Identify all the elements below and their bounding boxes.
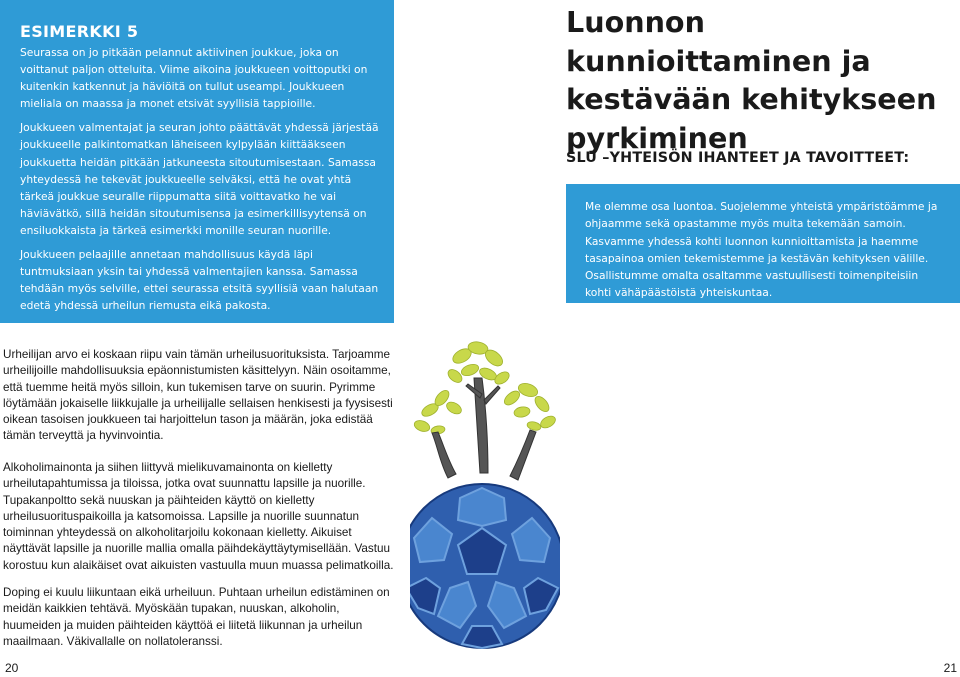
page-number-left: 20 (5, 661, 19, 675)
football-trees-illustration (410, 338, 560, 658)
example-paragraph-3: Joukkueen pelaajille annetaan mahdollisuus käydä läpi tuntmuksiaan yksin tai yhdessä valmentajien kanssa. Samassa tehdään myös selville, ettei seurassa etsitä syyllisiä vaan halutaan edetä yhdessä urheilun riemusta eikä pakosta. (20, 248, 379, 313)
example-paragraph-1: Seurassa on jo pitkään pelannut aktiivinen joukkue, joka on voittanut paljon otteluita. Viime aikoina joukkueen voittoputki on kuitenkin katkennut ja häviöitä on tullut useampi. Joukkueen mieliala on maassa ja monet etsivät syyllisiä tappioille. (20, 46, 368, 111)
body-paragraph-athlete-value: Urheilijan arvo ei koskaan riipu vain tämän urheilusuorituksista. Tarjoamme urheilijoille mahdollisuuksia epäonnistumisten käsittelyyn. Näin osoitamme, että tuemme heitä myös silloin, kun tukemisen tarve on suurin. Pyrimme löytämään jokaiselle liikkujalle ja urheilijalle sellaisen henkisesti ja fyysisesti oikean tasoisen joukkueen tai harjoittelun tason ja määrän, joka edistää tämän terveyttä ja hyvinvointia. (3, 348, 393, 443)
example-paragraph-2: Joukkueen valmentajat ja seuran johto päättävät yhdessä järjestää joukkueelle palkintomatkan läheiseen kylpylään kiittääkseen joukkuetta heidän pitkään jatkuneesta sitoutumisestaan. Samassa yhteydessä he tekevät joukkueelle selväksi, että he ovat yhtä tärkeä joukkue seuralle riippumatta siitä voittavatko he vai häviävätkö, sillä heidän sitoutumisensa ja esimerkillisyytensä on ensiluokkaista ja tärkeä esimerkki monille seuran nuorille. (20, 121, 379, 237)
section-title: Luonnon kunnioittaminen ja kestävään kehitykseen pyrkiminen (566, 5, 937, 155)
example-5-box (0, 0, 394, 323)
body-paragraph-alcohol: Alkoholimainonta ja siihen liittyvä mielikuvamainonta on kielletty urheilutapahtumissa ja tiloissa, jotka ovat suunnattu lapsille ja nuorille. Tupakanpoltto sekä nuuskan ja päihteiden käyttö on kielletty urheilusuorituspaikoilla ja katsomoissa. Lapsille ja nuorille suunnatun toiminnan yhteydessä on alkoholitarjoilu kokonaan kielletty. Aikuiset näyttävät lapsille ja nuorille mallia omalla päihdekäyttäytymisellään. Vastuu korostuu kun alaikäiset ovat aikuisten vastuulla muun muassa pelimatkoilla. (3, 461, 394, 572)
example-heading: ESIMERKKI 5 (20, 22, 139, 41)
body-paragraph-doping: Doping ei kuulu liikuntaan eikä urheiluun. Puhtaan urheilun edistäminen on meidän kaikkien tehtävä. Myöskään tupakan, nuuskan, alkoholin, huumeiden ja muiden päihteiden käyttöä ei liitetä liikunnan ja urheilun maailmaan. Väkivallalle on nollatoleranssi. (3, 586, 390, 648)
page-number-right: 21 (943, 661, 957, 675)
section-subtitle: SLU –YHTEISÖN IHANTEET JA TAVOITTEET: (566, 150, 910, 166)
football-icon (410, 484, 560, 648)
ideals-text: Me olemme osa luontoa. Suojelemme yhteistä ympäristöämme ja ohjaamme sekä opastamme myös muita tekemään samoin. Kasvamme yhdessä kohti luonnon kunnioittamista ja haemme tasapainoa omien tekemistemme ja kestävän kehityksen välille. Osallistumme omalta osaltamme vastuullisesti toimenpiteisiin kohti vähäpäästöistä yhteiskuntaa. (585, 200, 938, 300)
ideals-box (566, 184, 960, 303)
